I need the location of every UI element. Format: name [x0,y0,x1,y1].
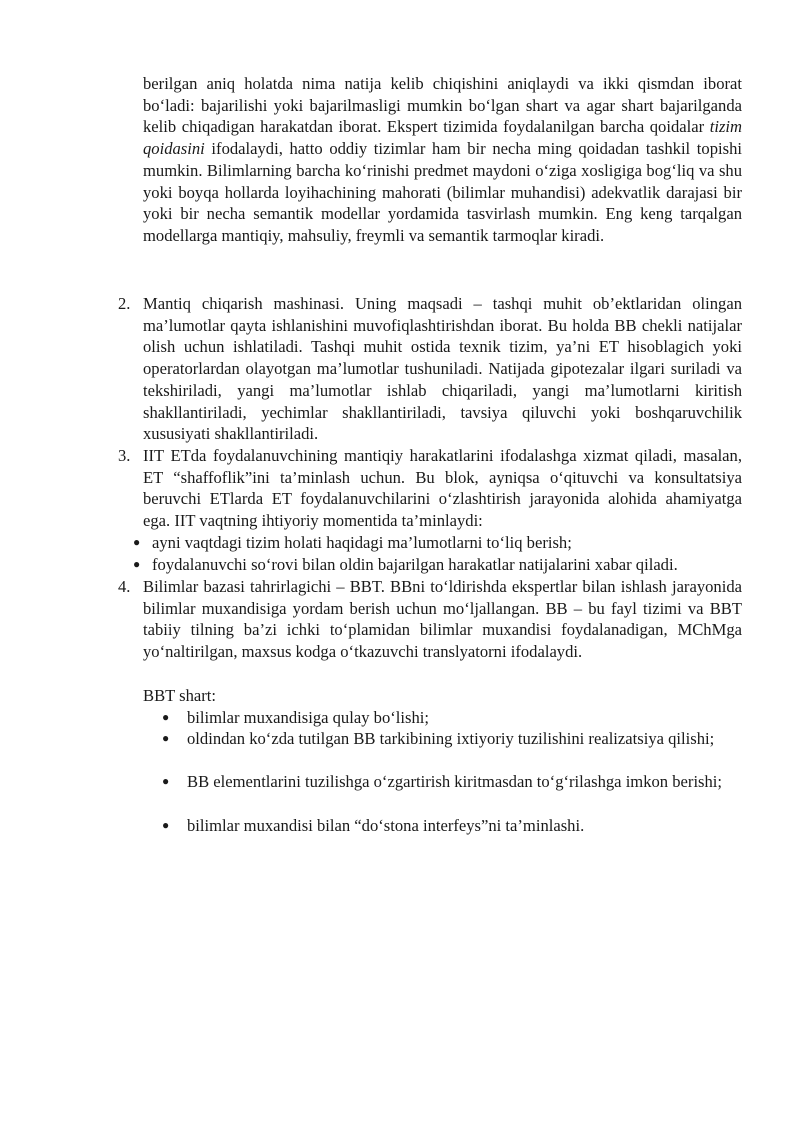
iit-bullet-item: foydalanuvchi so‘rovi bilan oldin bajarilgan harakatlar natijalarini xabar qiladi. [152,555,678,574]
italic-term: tizim qoidasini [143,117,742,159]
list-item-iit: IIT ETda foydalanuvchining mantiqiy harakatlarini ifodalashga xizmat qiladi, masalan, ET “shaffoflik”ini ta’minlash uchun. Bu blok, ayniqsa o‘qituvchi va konsultatsiya beruvchi ETlarda ET foydalanuvchilarini o‘zlashtirish jarayonida alohida ahamiyatga ega. IIT vaqtning ihtiyoriy momentida ta’minlaydi: [143,446,742,531]
paragraph-text-end: ifodalaydi, hatto oddiy tizimlar ham bir necha ming qoidadan tashkil topishi mumkin. Bilimlarning barcha ko‘rinishi predmet maydoni o‘ziga xosligiga bog‘liq va shu yoki boyqa hollarda loyihachining mahorati (bilimlar muhandisi) adekvatlik darajasi bir yoki bir necha semantik modellar yordamida tasvirlash mumkin. Eng keng tarqalgan modellarga mantiqiy, mahsuliy, freymli va semantik tarmoqlar kiradi. [143,139,742,245]
list-number-3: 3. [118,446,131,465]
bbt-bullet-item: oldindan ko‘zda tutilgan BB tarkibining ixtiyoriy tuzilishini realizatsiya qilishi; [187,729,715,748]
list-number-2: 2. [118,294,131,313]
bbt-bullet-item: bilimlar muxandisi bilan “do‘stona interfeys”ni ta’minlashi. [187,816,585,835]
paragraph-text-start: berilgan aniq holatda nima natija kelib chiqishini aniqlaydi va ikki qismdan iborat bo‘ladi: bajarilishi yoki bajarilmasligi mumkin bo‘lgan shart va agar shart bajarilganda kelib chiqadigan harakatdan iborat. Ekspert tizimida foydalanilgan barcha qoidalar [143,74,742,137]
list-number-4: 4. [118,577,131,596]
bbt-label: BBT shart: [143,686,216,705]
bullet-icon: ● [162,818,170,832]
bullet-icon: ● [133,535,141,549]
list-item-bbt: Bilimlar bazasi tahrirlagichi – BBT. BBni to‘ldirishda ekspertlar bilan ishlash jarayonida bilimlar muxandisiga yordam berish uchun mo‘ljallangan. BB – bu fayl tizimi va BBT tabiiy tilning ba’zi ichki to‘plamidan bilimlar muxandisi foydalanadigan, MChMga yo‘naltirilgan, maxsus kodga o‘tkazuvchi translyatorni ifodalaydi. [143,577,742,662]
iit-bullet-item: ayni vaqtdagi tizim holati haqidagi ma’lumotlarni to‘liq berish; [152,533,572,552]
bullet-icon: ● [162,774,170,788]
bbt-bullet-item: BB elementlarini tuzilishga o‘zgartirish kiritmasdan to‘g‘rilashga imkon berishi; [187,772,723,791]
list-item-inference-engine: Mantiq chiqarish mashinasi. Uning maqsadi – tashqi muhit ob’ektlaridan olingan ma’lumotlar qayta ishlanishini muvofiqlashtirishdan iborat. Bu holda BB chekli natijalar olish uchun ishlatiladi. Tashqi muhit ostida texnik tizim, ya’ni ET hisoblagich yoki operatorlardan olayotgan ma’lumotlar tushuniladi. Natijada gipotezalar ilgari suriladi va tekshiriladi, yangi ma’lumotlar ishlab chiqariladi, yangi ma’lumotlarni kiritish shakllantiriladi, yechimlar shakllantiriladi, tavsiya qiluvchi yoki boshqaruvchilik xususiyati shakllantiriladi. [143,294,742,444]
paragraph-rule-description [143,73,742,247]
bullet-icon: ● [162,710,170,724]
bbt-bullet-item: bilimlar muxandisiga qulay bo‘lishi; [187,708,429,727]
bullet-icon: ● [162,731,170,745]
bullet-icon: ● [133,557,141,571]
